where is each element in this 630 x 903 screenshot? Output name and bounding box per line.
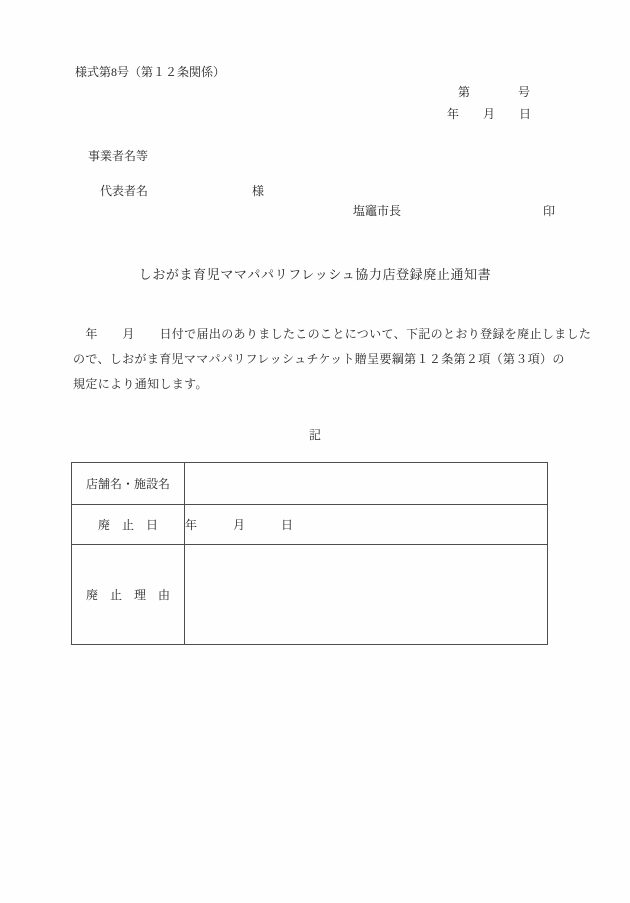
representative-label: 代表者名 [100, 184, 149, 198]
notice-table [71, 462, 548, 645]
abolition-date-value-cell: 年 月 日 [185, 505, 548, 545]
abolition-reason-value-cell [185, 545, 548, 645]
body-line-1: 年 月 日付で届出のありましたこのことについて、下記のとおり登録を廃止しました [73, 327, 592, 341]
doc-number-line: 第 号 [457, 85, 530, 99]
table-row-abolition-date [72, 505, 548, 545]
body-line-3: 規定により通知します。 [73, 377, 208, 391]
doc-date-line: 年 月 日 [446, 107, 531, 121]
form-number: 様式第8号（第１２条関係） [75, 65, 226, 79]
abolition-reason-label: 廃 止 理 由 [72, 545, 185, 645]
body-line-2: ので、しおがま育児ママパパリフレッシュチケット贈呈要綱第１２条第２項（第３項）の [73, 352, 565, 366]
addressee-representative-line [88, 170, 264, 212]
shop-name-value-cell [185, 463, 548, 505]
shop-name-label: 店舗名・施設名 [72, 463, 185, 505]
addressee-business-name-label: 事業者名等 [88, 149, 149, 163]
seal-mark: 印 [543, 204, 556, 218]
document-title: しおがま育児ママパパリフレッシュ協力店登録廃止通知書 [138, 267, 492, 282]
abolition-date-label: 廃 止 日 [72, 505, 185, 545]
sender-mayor-name: 塩竈市長 [353, 204, 402, 218]
table-row-abolition-reason [72, 545, 548, 645]
record-marker-ki: 記 [308, 428, 321, 442]
honorific-sama: 様 [252, 184, 265, 198]
body-paragraph [73, 322, 592, 397]
table-row-shop-name [72, 463, 548, 505]
